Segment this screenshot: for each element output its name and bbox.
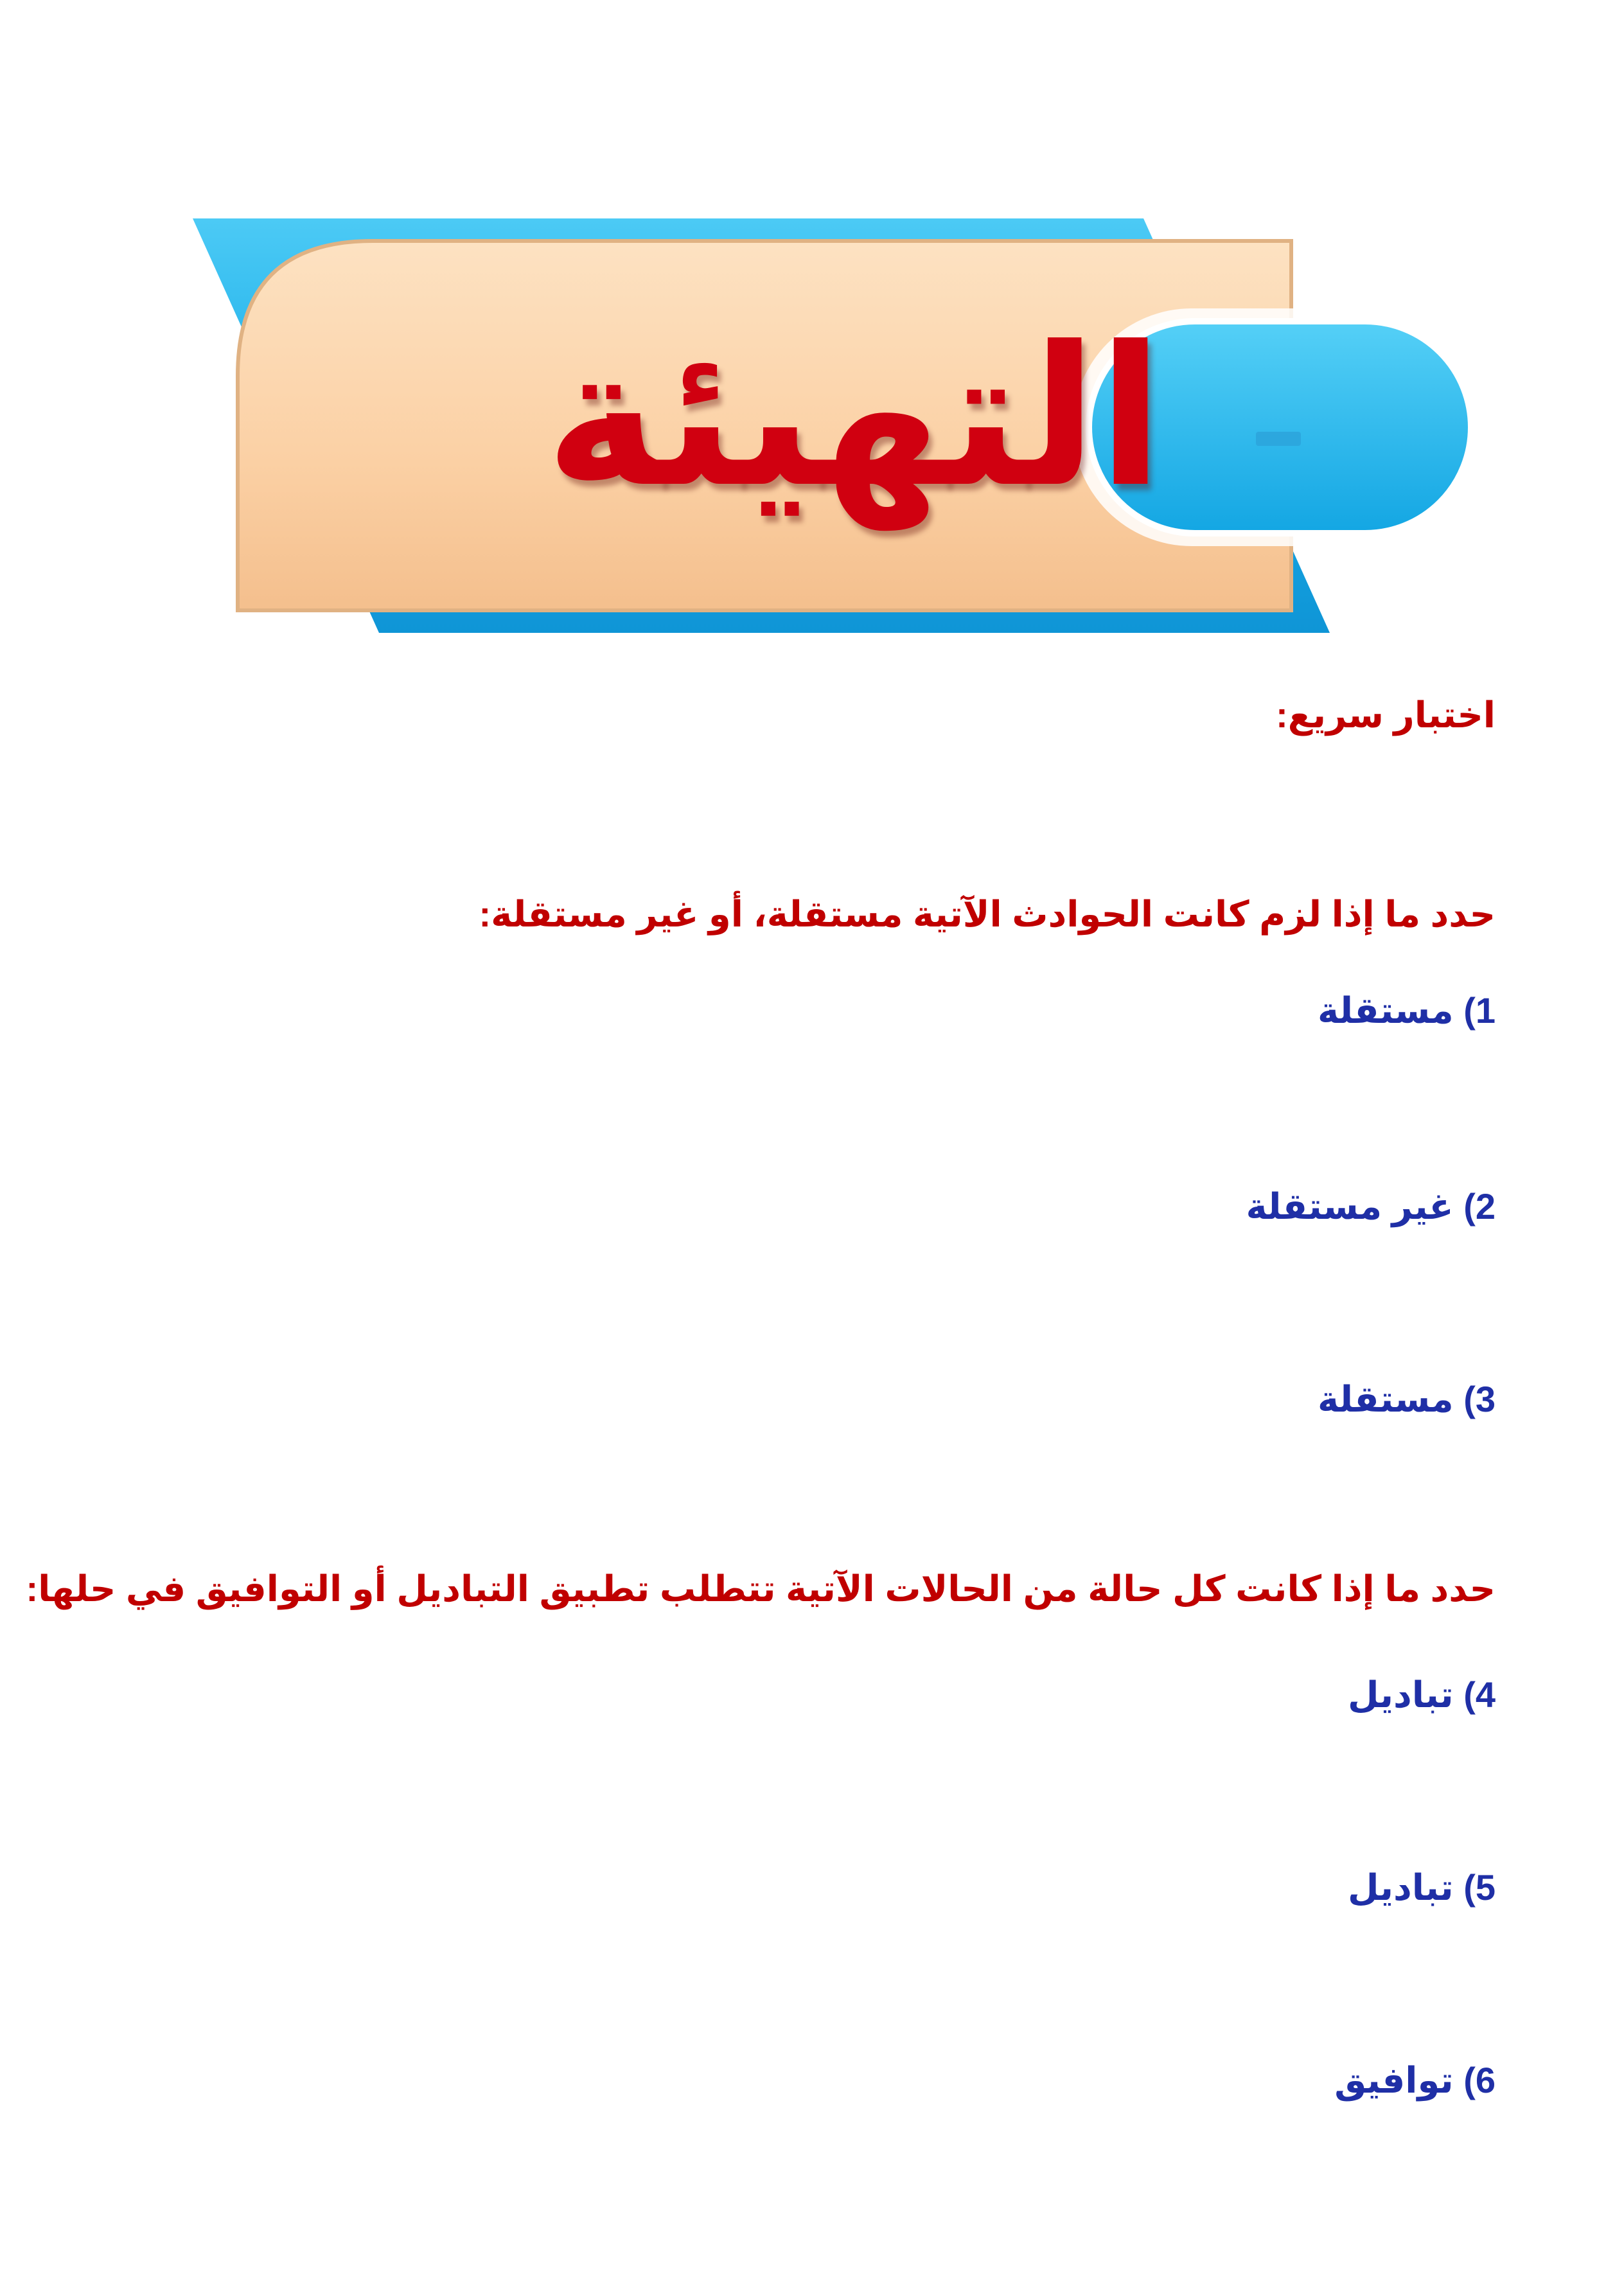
answer-6: [1334, 2059, 1496, 2102]
section2-instruction: حدد ما إذا كانت كل حالة من الحالات الآتية تتطلب تطبيق التباديل أو التوافيق في حلها:: [26, 1568, 1496, 1609]
answer-number: 2): [1463, 1186, 1496, 1227]
answer-5: [1348, 1866, 1496, 1909]
answer-4: [1348, 1674, 1496, 1716]
answer-text: مستقلة: [1317, 990, 1454, 1031]
answer-text: مستقلة: [1317, 1379, 1454, 1419]
banner: [193, 212, 1490, 649]
answer-1: [1318, 989, 1496, 1032]
answer-text: تباديل: [1347, 1867, 1454, 1908]
answer-number: 3): [1463, 1379, 1496, 1419]
answer-2: [1246, 1185, 1496, 1228]
answer-3: [1318, 1378, 1496, 1421]
quiz-label: اختبار سريع:: [1276, 695, 1496, 735]
answer-text: غير مستقلة: [1246, 1186, 1454, 1227]
answer-text: توافيق: [1334, 2060, 1454, 2100]
answer-number: 4): [1463, 1674, 1496, 1715]
answer-number: 5): [1463, 1867, 1496, 1908]
answer-text: تباديل: [1347, 1674, 1454, 1715]
answer-number: 1): [1463, 990, 1496, 1031]
section1-instruction: حدد ما إذا لزم كانت الحوادث الآتية مستقلة، أو غير مستقلة:: [479, 894, 1496, 934]
answer-number: 6): [1463, 2060, 1496, 2100]
banner-title: التهيئة: [545, 305, 1164, 529]
